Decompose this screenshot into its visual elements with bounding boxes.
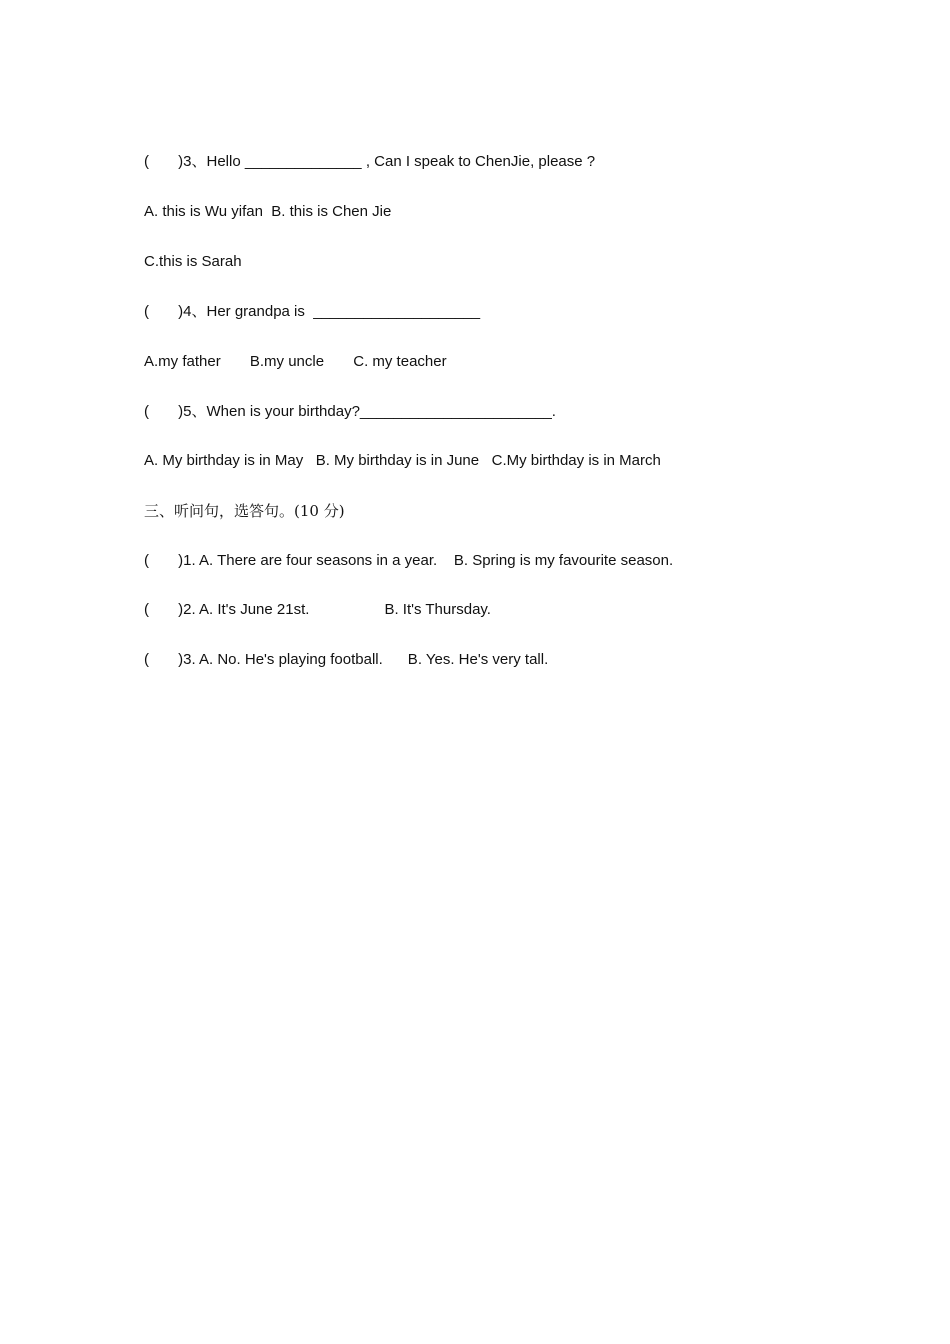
question-3: ( )3、Hello ______________ , Can I speak to ChenJie, please ?: [144, 153, 596, 170]
question-5: ( )5、When is your birthday?_______________________.: [144, 403, 556, 420]
question-5-options: A. My birthday is in May B. My birthday is in June C.My birthday is in March: [144, 452, 661, 469]
question-3-option-c: C.this is Sarah: [144, 253, 242, 270]
question-3-options-ab: A. this is Wu yifan B. this is Chen Jie: [144, 203, 392, 220]
section-three-heading: 三、听问句，选答句。(10 分): [144, 502, 345, 520]
question-4: ( )4、Her grandpa is ____________________: [144, 303, 481, 320]
listening-question-2: ( )2. A. It's June 21st. B. It's Thursday.: [144, 601, 491, 618]
question-4-options: A.my father B.my uncle C. my teacher: [144, 353, 447, 370]
listening-question-3: ( )3. A. No. He's playing football. B. Yes. He's very tall.: [144, 651, 549, 668]
listening-question-1: ( )1. A. There are four seasons in a year. B. Spring is my favourite season.: [144, 552, 674, 569]
